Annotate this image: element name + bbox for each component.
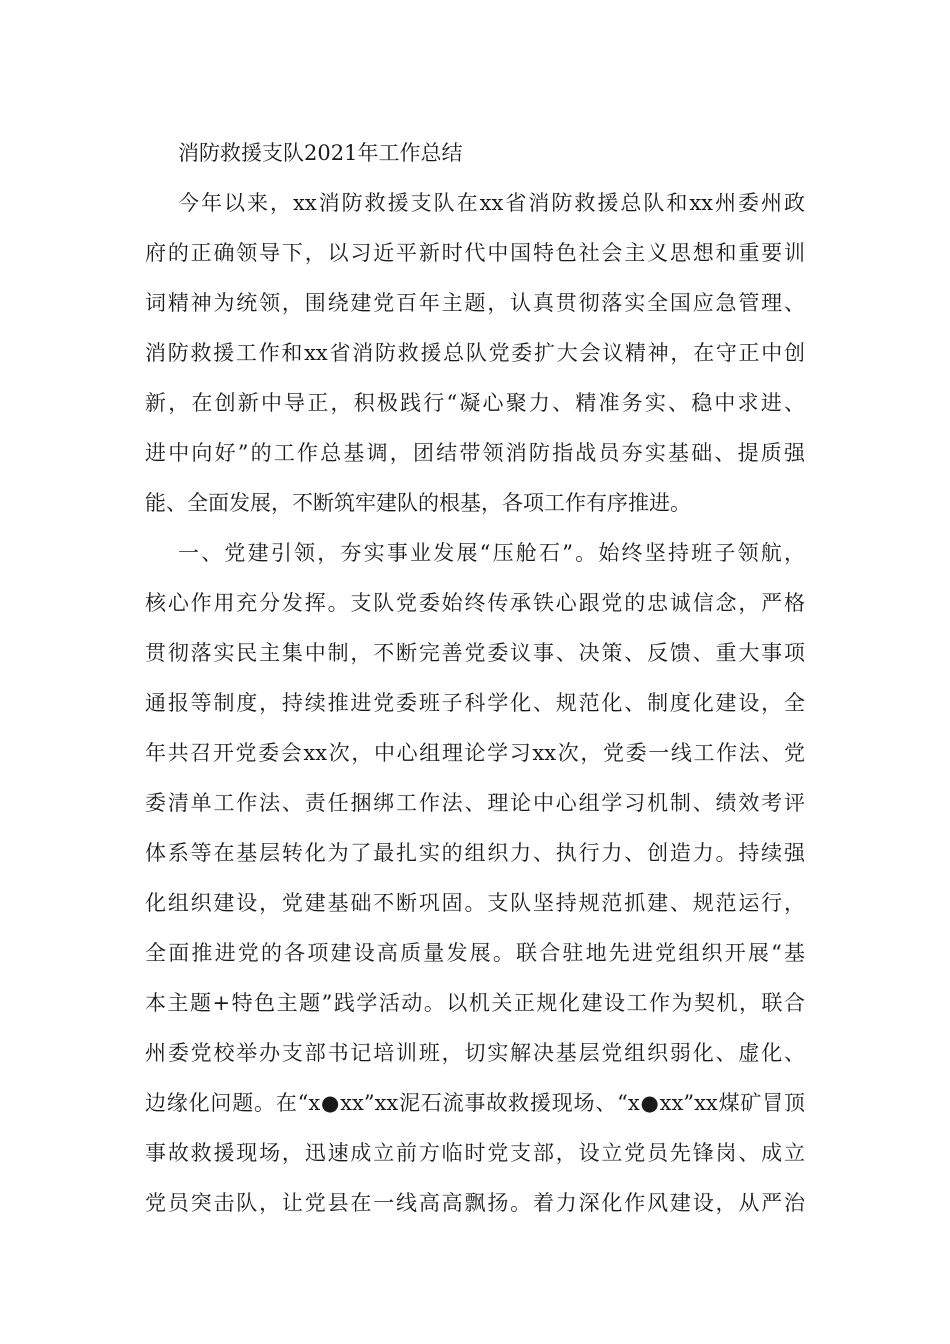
paragraph-line: 本主题+特色主题”践学活动。以机关正规化建设工作为契机，联合: [145, 991, 805, 1015]
document-title: 消防救援支队2021年工作总结: [178, 141, 463, 165]
paragraph-line: 词精神为统领，围绕建党百年主题，认真贯彻落实全国应急管理、: [145, 291, 805, 315]
paragraph-line: 事故救援现场，迅速成立前方临时党支部，设立党员先锋岗、成立: [145, 1141, 805, 1165]
paragraph-line: 府的正确领导下，以习近平新时代中国特色社会主义思想和重要训: [145, 241, 805, 265]
paragraph-line: 一、党建引领，夯实事业发展“压舱石”。始终坚持班子领航，: [178, 541, 805, 565]
paragraph-line: 党员突击队，让党县在一线高高飘扬。着力深化作风建设，从严治: [145, 1191, 805, 1215]
paragraph-line: 委清单工作法、责任捆绑工作法、理论中心组学习机制、绩效考评: [145, 791, 805, 815]
paragraph-line: 通报等制度，持续推进党委班子科学化、规范化、制度化建设，全: [145, 691, 805, 715]
paragraph-line: 化组织建设，党建基础不断巩固。支队坚持规范抓建、规范运行，: [145, 891, 805, 915]
paragraph-line: 核心作用充分发挥。支队党委始终传承铁心跟党的忠诚信念，严格: [145, 591, 805, 615]
paragraph-line: 州委党校举办支部书记培训班，切实解决基层党组织弱化、虚化、: [145, 1041, 805, 1065]
paragraph-line: 体系等在基层转化为了最扎实的组织力、执行力、创造力。持续强: [145, 841, 805, 865]
paragraph-line: 全面推进党的各项建设高质量发展。联合驻地先进党组织开展“基: [145, 941, 805, 965]
paragraph-line: 能、全面发展，不断筑牢建队的根基，各项工作有序推进。: [145, 491, 691, 515]
paragraph-line: 今年以来，xx消防救援支队在xx省消防救援总队和xx州委州政: [178, 191, 805, 215]
paragraph-line: 年共召开党委会xx次，中心组理论学习xx次，党委一线工作法、党: [145, 741, 805, 765]
paragraph-line: 贯彻落实民主集中制，不断完善党委议事、决策、反馈、重大事项: [145, 641, 805, 665]
paragraph-line: 消防救援工作和xx省消防救援总队党委扩大会议精神，在守正中创: [145, 341, 805, 365]
paragraph-line: 边缘化问题。在“x●xx”xx泥石流事故救援现场、“x●xx”xx煤矿冒顶: [145, 1091, 805, 1115]
paragraph-line: 进中向好”的工作总基调，团结带领消防指战员夯实基础、提质强: [145, 441, 805, 465]
paragraph-line: 新，在创新中导正，积极践行“凝心聚力、精准务实、稳中求进、: [145, 391, 805, 415]
